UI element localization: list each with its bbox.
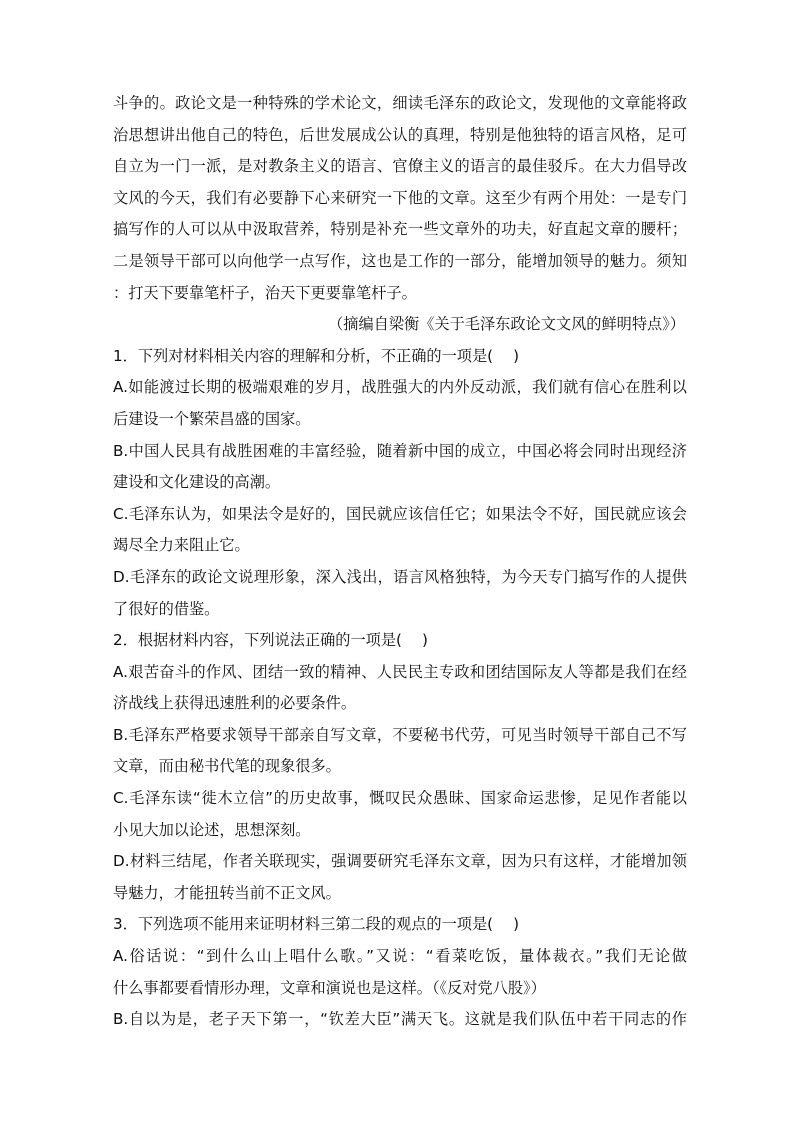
option-d-line: D.材料三结尾，作者关联现实，强调要研究毛泽东文章，因为只有这样，才能增加领 (113, 852, 687, 871)
document-content (113, 88, 687, 1036)
option-b-line: 建设和文化建设的高潮。 (113, 473, 281, 492)
option-a-line: A.艰苦奋斗的作风、团结一致的精神、人民民主专政和团结国际友人等都是我们在经 (113, 662, 687, 681)
passage (113, 88, 687, 341)
question-stem: 1．下列对材料相关内容的理解和分析，不正确的一项是( ) (113, 346, 520, 365)
option-a-line: 什么事都要看情形办理，文章和演说也是这样。（《反对党八股》） (113, 978, 546, 997)
option-c-line: 小见大加以论述，思想深刻。 (113, 820, 311, 839)
option-c-line: C.毛泽东读“徙木立信”的历史故事，慨叹民众愚昧、国家命运悲惨，足见作者能以 (113, 789, 687, 808)
option-c-line: C.毛泽东认为，如果法令是好的，国民就应该信任它；如果法令不好，国民就应该会 (113, 504, 687, 523)
passage-source: （摘编自梁衡《关于毛泽东政论文文风的鲜明特点》） (328, 315, 685, 334)
question-stem: 3．下列选项不能用来证明材料三第二段的观点的一项是( ) (113, 915, 520, 934)
passage-line: 二是领导干部可以向他学一点写作，这也是工作的一部分，能增加领导的魅力。须知 (113, 251, 687, 270)
option-b-line: B.毛泽东严格要求领导干部亲自写文章，不要秘书代劳，可见当时领导干部自己不写 (113, 725, 687, 744)
passage-line: 治思想讲出他自己的特色，后世发展成公认的真理，特别是他独特的语言风格，足可 (113, 125, 687, 144)
question-stem: 2．根据材料内容，下列说法正确的一项是( ) (113, 631, 428, 650)
option-a-line: 后建设一个繁荣昌盛的国家。 (113, 409, 311, 428)
option-a-line: A.如能渡过长期的极端艰难的岁月，战胜强大的内外反动派，我们就有信心在胜利以 (113, 378, 687, 397)
option-c-line: 竭尽全力来阻止它。 (113, 536, 250, 555)
passage-line: ：打天下要靠笔杆子，治天下更要靠笔杆子。 (113, 283, 417, 302)
option-b-line: B.中国人民具有战胜困难的丰富经验，随着新中国的成立，中国必将会同时出现经济 (113, 441, 687, 460)
passage-line: 自立为一门一派，是对教条主义的语言、官僚主义的语言的最佳驳斥。在大力倡导改 (113, 157, 687, 176)
option-d-line: 了很好的借鉴。 (113, 599, 220, 618)
question-3 (113, 909, 687, 1035)
question-1 (113, 341, 687, 625)
passage-line: 搞写作的人可以从中汲取营养，特别是补充一些文章外的功夫，好直起文章的腰杆； (113, 220, 687, 239)
passage-line: 文风的今天，我们有必要静下心来研究一下他的文章。这至少有两个用处：一是专门 (113, 188, 687, 207)
option-a-line: 济战线上获得迅速胜利的必要条件。 (113, 694, 356, 713)
option-d-line: D.毛泽东的政论文说理形象，深入浅出，语言风格独特，为今天专门搞写作的人提供 (113, 567, 687, 586)
option-b-line: 文章，而由秘书代笔的现象很多。 (113, 757, 341, 776)
option-d-line: 导魅力，才能扭转当前不正文风。 (113, 883, 341, 902)
option-a-line: A.俗话说：“到什么山上唱什么歌。”又说：“看菜吃饭，量体裁衣。”我们无论做 (113, 947, 687, 966)
option-b-line: B.自以为是，老子天下第一，“钦差大臣”满天飞。这就是我们队伍中若干同志的作 (113, 1010, 687, 1029)
question-2 (113, 625, 687, 909)
passage-line: 斗争的。政论文是一种特殊的学术论文，细读毛泽东的政论文，发现他的文章能将政 (113, 94, 687, 112)
